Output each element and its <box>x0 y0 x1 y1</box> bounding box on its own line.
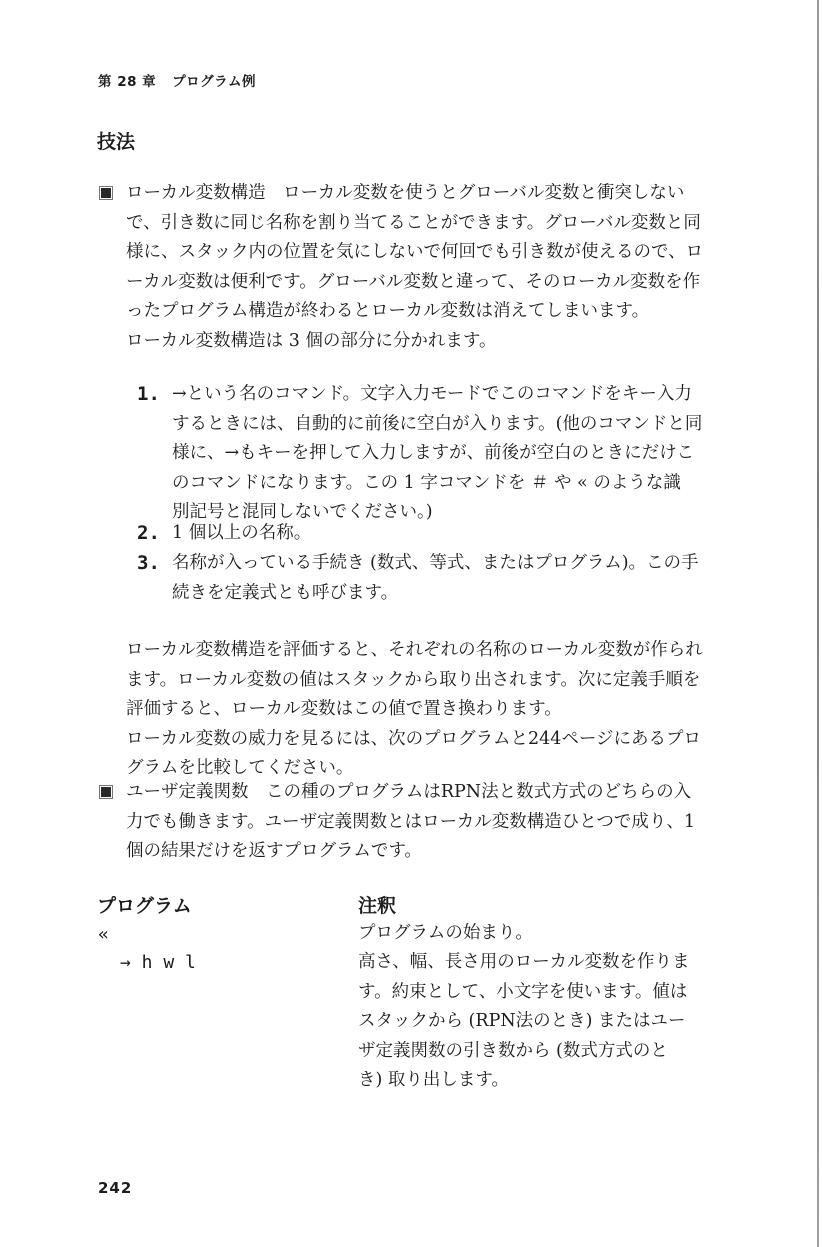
column-header-program: プログラム <box>97 895 192 917</box>
list-number: 1. <box>137 383 160 405</box>
text-line: ザ定義関数の引き数から (数式方式のと <box>358 1040 668 1061</box>
bullet-user-defined-function <box>126 778 695 867</box>
text-line: ます。ローカル変数の値はスタックから取り出されます。次に定義手順を <box>126 669 701 690</box>
text-line: ったプログラム構造が終わるとローカル変数は消えてしまいます。 <box>126 301 650 321</box>
list-number: 3. <box>137 552 160 574</box>
text-line: 力でも働きます。ユーザ定義関数とはローカル変数構造ひとつで成り、1 <box>126 811 696 832</box>
column-header-notes: 注釈 <box>358 895 397 917</box>
text-line: き) 取り出します。 <box>358 1070 509 1090</box>
text-line: 別記号と混同しないでください。) <box>172 502 433 522</box>
running-header <box>98 70 256 90</box>
text-line: で、引き数に同じ名称を割り当てることができます。グローバル変数と同 <box>126 212 701 233</box>
section-title: 技法 <box>97 131 136 153</box>
list-item <box>172 380 702 528</box>
text-line: 続きを定義式とも呼びます。 <box>172 582 399 603</box>
text-line: 高さ、幅、長さ用のローカル変数を作りま <box>358 952 690 972</box>
list-item <box>172 519 311 549</box>
bullet-square-icon <box>101 188 111 198</box>
list-item <box>172 549 699 608</box>
page-edge <box>817 0 819 1247</box>
text-line: ローカル変数の威力を見るには、次のプログラムと244ページにあるプロ <box>126 728 702 749</box>
text-line: ーカル変数は便利です。グローバル変数と違って、そのローカル変数を作 <box>126 271 701 292</box>
program-code-line: « <box>98 924 109 945</box>
text-line: 名称が入っている手続き (数式、等式、またはプログラム)。この手 <box>172 553 699 573</box>
text-line: グラムを比較してください。 <box>126 758 354 778</box>
text-line: 様に、スタック内の位置を気にしないで何回でも引き数が使えるので、ロ <box>126 242 704 262</box>
text-line: スタックから (RPN法のとき) またはユー <box>358 1011 686 1031</box>
text-line: するときには、自動的に前後に空白が入ります。(他のコマンドと同 <box>172 413 703 434</box>
program-note <box>358 919 533 949</box>
text-line: す。約束として、小文字を使います。値は <box>358 981 688 1002</box>
text-line: 評価すると、ローカル変数はこの値で置き換わります。 <box>126 699 562 719</box>
text-line: 様に、→もキーを押して入力しますが、前後が空白のときにだけこ <box>172 443 695 463</box>
text-line: 1 個以上の名称。 <box>172 523 312 543</box>
text-line: 個の結果だけを返すプログラムです。 <box>126 841 422 861</box>
text-line: プログラムの始まり。 <box>358 923 533 943</box>
text-line: ローカル変数構造は 3 個の部分に分かれます。 <box>126 330 497 351</box>
chapter-title: プログラム例 <box>172 74 257 90</box>
program-note <box>358 948 689 1096</box>
text-line: ローカル変数構造を評価すると、それぞれの名称のローカル変数が作られ <box>126 640 703 660</box>
program-code-line: → h w l <box>120 952 196 973</box>
bullet-square-icon <box>101 787 111 797</box>
text-line: ローカル変数構造 ローカル変数を使うとグローバル変数と衝突しない <box>126 183 685 203</box>
text-line: ユーザ定義関数 この種のプログラムはRPN法と数式方式のどちらの入 <box>126 782 692 802</box>
paragraph-evaluation <box>126 636 703 784</box>
page-number: 242 <box>98 1179 133 1197</box>
text-line: のコマンドになります。この 1 字コマンドを ＃ や « のような識 <box>172 472 681 493</box>
chapter-number: 第 28 章 <box>98 74 157 90</box>
bullet-local-variable-structure <box>126 179 703 356</box>
text-line: →という名のコマンド。文字入力モードでこのコマンドをキー入力 <box>172 384 692 404</box>
list-number: 2. <box>137 522 160 544</box>
